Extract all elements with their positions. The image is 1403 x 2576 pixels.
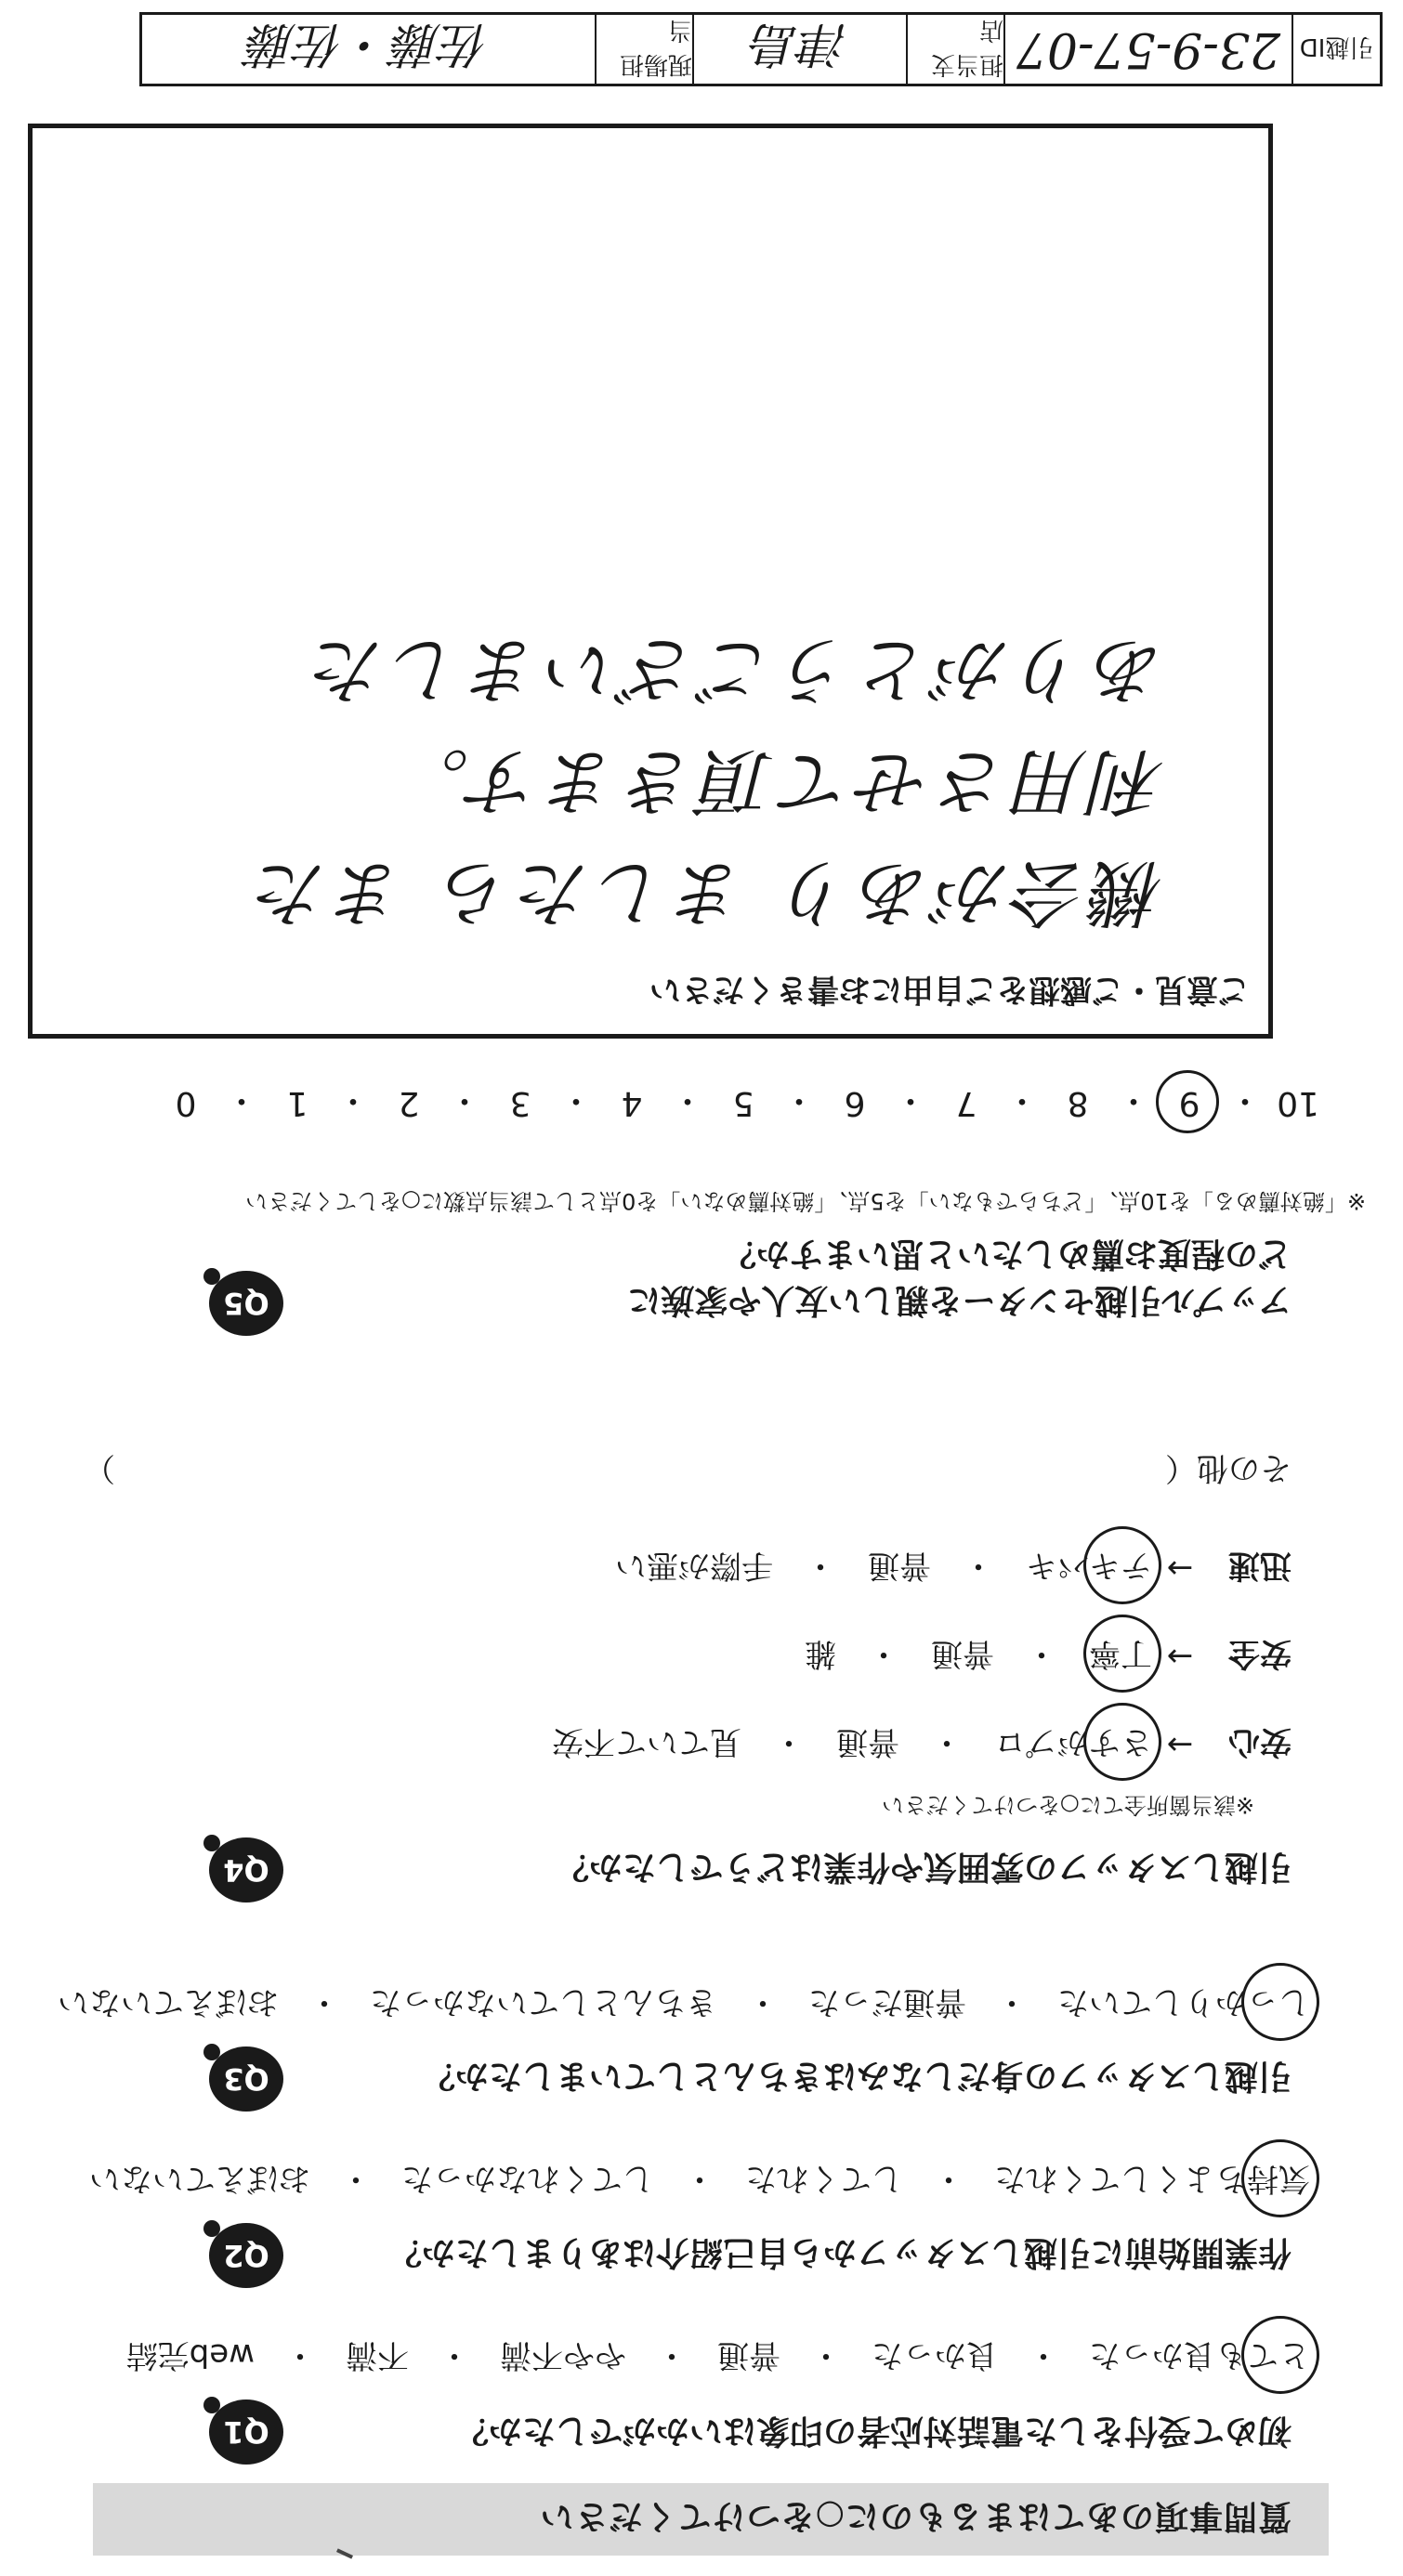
score-option[interactable]: 6 (844, 1084, 866, 1122)
id-value: 23-9-57-07 (1003, 15, 1292, 84)
score-option[interactable]: 7 (955, 1084, 977, 1122)
q4-row-label: 安心 (1228, 1723, 1292, 1760)
q4-option[interactable]: 普通 (868, 1547, 931, 1584)
q3-option[interactable]: 普通だった (808, 1983, 966, 2020)
q4-option[interactable]: 雑 (805, 1635, 836, 1672)
q1-option[interactable]: やや不満 (500, 2336, 626, 2373)
q1-option[interactable]: とても良かった (1089, 2335, 1310, 2381)
instruction-text: 質問事項のあてはまるものに○をつけてください (539, 2497, 1292, 2536)
arrow-icon: → (1166, 1550, 1194, 1588)
q4-other-label: その他（ (1165, 1449, 1292, 1486)
q1-option[interactable]: web完結 (125, 2336, 255, 2373)
q3-option[interactable]: きちんとしていなかった (370, 1983, 717, 2020)
q4-row-jinsoku: 迅速 → テキパキ ・ 普通 ・ 手際が悪い (615, 1546, 1292, 1591)
score-option-selected[interactable]: 9 (1171, 1084, 1208, 1122)
staff-label: 現場担当 (595, 15, 692, 84)
arrow-icon: → (1166, 1638, 1194, 1676)
q3-options: しっかりしていた ・ 普通だった ・ きちんとしていなかった ・ おぼえていない (58, 1982, 1310, 2028)
id-label: 引越ID (1292, 15, 1380, 84)
q2-option[interactable]: おぼえていない (89, 2160, 310, 2197)
q5-note: ※「絶対薦める」を10点、「どちらでもない」を5点、「絶対薦めない」を0点として該当点数に○をしてください (245, 1188, 1366, 1214)
q4-option[interactable]: テキパキ (1026, 1546, 1152, 1591)
q5-question-line2: どの程度お薦めしたいと思いますか？ (722, 1235, 1292, 1273)
q5-scale: 10 ・ 9 ・ 8 ・ 7 ・ 6 ・ 5 ・ 4 ・ 3 ・ 2 ・ 1 ・ 0 (93, 1079, 1319, 1127)
q1-option[interactable]: 普通 (717, 2336, 780, 2373)
score-option[interactable]: 2 (398, 1084, 420, 1122)
comment-label: ご意見・ご感想をご自由にお書きください (649, 971, 1250, 1008)
q4-row-label: 安全 (1228, 1635, 1292, 1672)
q3-question: 引越しスタッフの身だしなみはきちんとしていましたか？ (421, 2057, 1292, 2095)
q1-badge: Q1 (209, 2399, 283, 2465)
handwritten-line-1: 機会があり ましたら また (250, 850, 1166, 934)
q2-badge: Q2 (209, 2223, 283, 2288)
score-option[interactable]: 4 (621, 1084, 643, 1122)
q2-option[interactable]: 気持ちよくしてくれた (994, 2159, 1310, 2204)
q3-badge: Q3 (209, 2046, 283, 2112)
score-option[interactable]: 5 (732, 1084, 754, 1122)
q4-option[interactable]: 丁寧 (1089, 1634, 1152, 1680)
q2-option[interactable]: してくれた (745, 2160, 903, 2197)
q1-option[interactable]: 良かった (872, 2336, 998, 2373)
q4-option[interactable]: 手際が悪い (615, 1547, 773, 1584)
q4-option[interactable]: 普通 (836, 1723, 899, 1760)
q4-other-close: ） (84, 1449, 115, 1486)
store-value: 津島 (692, 15, 906, 84)
score-option[interactable]: 3 (509, 1084, 531, 1122)
q5-question-line1: アップル引越センターを親しい友人や家族に (627, 1281, 1292, 1319)
q1-options: とても良かった ・ 良かった ・ 普通 ・ やや不満 ・ 不満 ・ web完結 (126, 2335, 1310, 2381)
q2-option[interactable]: してくれなかった (401, 2160, 654, 2197)
staff-value: 佐藤・佐藤 (247, 16, 490, 72)
q5-badge: Q5 (209, 1271, 283, 1336)
score-option[interactable]: 8 (1067, 1084, 1089, 1122)
comment-box[interactable] (28, 124, 1273, 1039)
q4-other (84, 1448, 1292, 1494)
store-label: 担当支店 (906, 15, 1003, 84)
q4-row-label: 迅速 (1228, 1547, 1292, 1584)
q4-row-anshin: 安心 → さすがプロ ・ 普通 ・ 見ていて不安 (552, 1722, 1292, 1768)
q4-option[interactable]: 普通 (931, 1635, 994, 1672)
q3-option[interactable]: しっかりしていた (1057, 1982, 1310, 2028)
score-option[interactable]: 1 (286, 1084, 308, 1122)
id-table (139, 12, 1383, 86)
q4-row-anzen: 安全 → 丁寧 ・ 普通 ・ 雑 (805, 1634, 1292, 1680)
instruction-header (93, 2483, 1329, 2556)
q4-option[interactable]: 見ていて不安 (552, 1723, 741, 1760)
score-option[interactable]: 10 (1277, 1084, 1319, 1122)
q2-options: 気持ちよくしてくれた ・ してくれた ・ してくれなかった ・ おぼえていない (89, 2159, 1310, 2204)
arrow-icon: → (1166, 1726, 1194, 1764)
q1-option[interactable]: 不満 (346, 2336, 409, 2373)
q1-question: 初めて受付をした電話対応者の印象はいかがでしたか？ (454, 2412, 1292, 2450)
q3-option[interactable]: おぼえていない (58, 1983, 279, 2020)
q4-badge: Q4 (209, 1837, 283, 1903)
q4-note: ※該当箇所全てに○をつけてください (881, 1792, 1254, 1818)
handwritten-line-2: 利用させて頂きます。 (391, 739, 1166, 822)
handwritten-line-3: ありがとうございました (307, 627, 1166, 711)
q4-option[interactable]: さすがプロ (994, 1722, 1152, 1768)
q2-question: 作業開始前に引越しスタッフから自己紹介はありましたか？ (387, 2233, 1292, 2271)
q4-question: 引越しスタッフの雰囲気や作業はどうでしたか？ (555, 1848, 1292, 1886)
score-option[interactable]: 0 (175, 1084, 197, 1122)
